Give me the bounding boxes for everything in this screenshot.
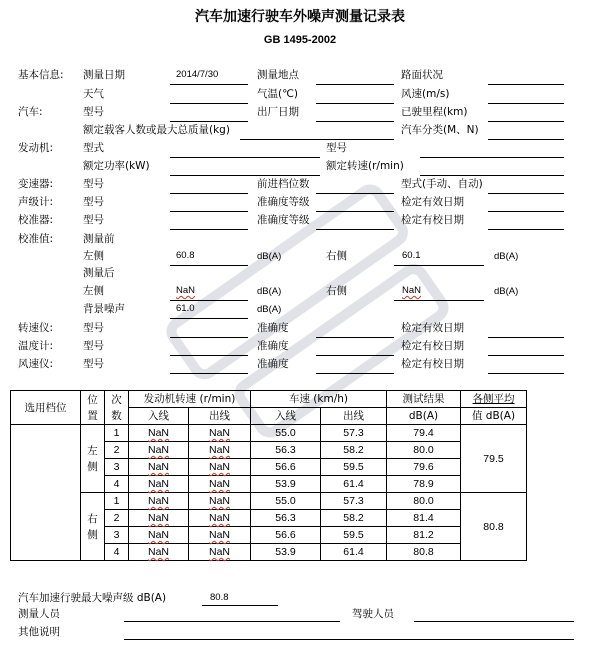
result-value: 79.4: [387, 425, 461, 442]
engine-out-value: NaN: [208, 427, 230, 439]
run-number: 2: [105, 510, 129, 527]
thermometer-accuracy-label: 准确度: [257, 340, 289, 352]
speed-out-value: 57.3: [321, 493, 387, 510]
road-label: 路面状况: [401, 69, 443, 81]
run-number: 3: [105, 527, 129, 544]
engine-in-value: NaN: [147, 444, 169, 456]
max-noise-line: [202, 605, 278, 606]
sound-meter-section-label: 声级计:: [18, 196, 54, 208]
engine-in-value: NaN: [147, 427, 169, 439]
gear-cell: [11, 425, 81, 561]
gear-count-line: [316, 193, 394, 194]
speed-in-value: 56.3: [251, 510, 321, 527]
vehicle-model-line: [170, 121, 248, 122]
date-value: 2014/7/30: [176, 69, 219, 80]
calib-right-before-value: 60.1: [402, 250, 421, 261]
calib-left-before-value: 60.8: [176, 250, 195, 261]
header-speed-in: 入线: [251, 408, 321, 425]
place-label: 测量地点: [257, 69, 299, 81]
position-left: 左 侧: [81, 425, 105, 493]
calib-right-after-value: NaN: [402, 285, 422, 296]
temp-line: [316, 103, 394, 104]
speed-out-value: 59.5: [321, 527, 387, 544]
result-value: 80.0: [387, 493, 461, 510]
mileage-label: 已驶里程(km): [401, 106, 468, 118]
sound-meter-valid-label: 检定有效日期: [401, 196, 464, 208]
header-gear: 选用档位: [11, 391, 81, 425]
thermometer-valid-label: 检定有校日期: [401, 340, 464, 352]
result-value: 80.8: [387, 544, 461, 561]
tachometer-model-line: [170, 337, 248, 338]
engine-model-line: [420, 157, 564, 158]
anemometer-accuracy-line: [316, 373, 394, 374]
factory-date-line: [316, 121, 394, 122]
speed-out-value: 57.3: [321, 425, 387, 442]
weather-line: [170, 103, 248, 104]
header-position: 位 置: [81, 391, 105, 425]
run-number: 4: [105, 544, 129, 561]
driver-label: 驾驶人员: [352, 608, 394, 620]
engine-in-value: NaN: [147, 529, 169, 541]
calib-left-after-line: [170, 300, 248, 301]
background-noise-label: 背景噪声: [83, 303, 125, 315]
run-number: 3: [105, 459, 129, 476]
speed-out-value: 58.2: [321, 510, 387, 527]
result-value: 78.9: [387, 476, 461, 493]
sound-meter-accuracy-label: 准确度等级: [257, 196, 310, 208]
right-average-value: 80.8: [461, 493, 527, 561]
engine-out-value: NaN: [208, 495, 230, 507]
measurer-line: [124, 621, 340, 622]
tachometer-model-label: 型号: [83, 322, 104, 334]
calib-left-after-unit: dB(A): [257, 286, 282, 297]
other-notes-label: 其他说明: [18, 626, 60, 638]
transmission-type-label: 型式(手动、自动): [401, 178, 483, 190]
header-result: 测试结果: [387, 391, 461, 408]
table-row: [11, 425, 527, 442]
calibrator-section-label: 校准器:: [18, 214, 54, 226]
speed-in-value: 56.6: [251, 459, 321, 476]
basic-section-label: 基本信息:: [18, 69, 64, 81]
speed-out-value: 61.4: [321, 544, 387, 561]
gear-count-label: 前进档位数: [257, 178, 310, 190]
result-value: 81.4: [387, 510, 461, 527]
engine-section-label: 发动机:: [18, 142, 54, 154]
calib-left-after-label: 左侧: [83, 285, 104, 297]
engine-out-value: NaN: [208, 529, 230, 541]
engine-out-value: NaN: [208, 512, 230, 524]
page-title: 汽车加速行驶车外噪声测量记录表: [195, 9, 405, 25]
calib-right-after-line: [394, 300, 484, 301]
vehicle-model-label: 型号: [83, 106, 104, 118]
speed-in-value: 53.9: [251, 544, 321, 561]
calibrator-model-line: [170, 229, 248, 230]
background-noise-unit: dB(A): [257, 304, 282, 315]
run-number: 1: [105, 493, 129, 510]
thermometer-accuracy-line: [316, 355, 394, 356]
engine-in-value: NaN: [147, 495, 169, 507]
thermometer-section-label: 温度计:: [18, 340, 54, 352]
calibrator-accuracy-line: [316, 229, 394, 230]
anemometer-valid-label: 检定有校日期: [401, 358, 464, 370]
class-label: 汽车分类(M、N): [401, 124, 479, 136]
speed-out-value: 58.2: [321, 442, 387, 459]
run-number: 4: [105, 476, 129, 493]
engine-power-line: [170, 175, 320, 176]
engine-power-label: 额定功率(kW): [83, 160, 150, 172]
transmission-model-label: 型号: [83, 178, 104, 190]
calib-right-before-unit: dB(A): [494, 251, 519, 262]
background-noise-line: [170, 318, 248, 319]
engine-model-label: 型号: [326, 142, 347, 154]
sound-meter-valid-line: [488, 211, 564, 212]
wind-line: [488, 103, 564, 104]
vehicle-section-label: 汽车:: [18, 106, 43, 118]
transmission-section-label: 变速器:: [18, 178, 54, 190]
header-result-unit: dB(A): [387, 408, 461, 425]
calibration-after-label: 测量后: [83, 267, 115, 279]
anemometer-valid-line: [488, 373, 564, 374]
thermometer-model-line: [170, 355, 248, 356]
transmission-type-line: [488, 193, 564, 194]
transmission-model-line: [170, 193, 248, 194]
anemometer-model-line: [170, 373, 248, 374]
speed-out-value: 59.5: [321, 459, 387, 476]
header-engine-out: 出线: [189, 408, 251, 425]
load-label: 额定载客人数或最大总质量(kg): [83, 124, 230, 136]
speed-in-value: 55.0: [251, 493, 321, 510]
header-engine-speed: 发动机转速 (r/min): [129, 391, 251, 408]
table-row: [11, 493, 527, 510]
anemometer-accuracy-label: 准确度: [257, 358, 289, 370]
calibrator-valid-label: 检定有校日期: [401, 214, 464, 226]
calib-right-before-line: [394, 265, 484, 266]
engine-type-label: 型式: [83, 142, 104, 154]
anemometer-section-label: 风速仪:: [18, 358, 54, 370]
load-line: [240, 139, 394, 140]
max-noise-value: 80.8: [210, 592, 229, 603]
engine-speed-line: [420, 175, 564, 176]
result-value: 79.6: [387, 459, 461, 476]
place-line: [316, 84, 394, 85]
engine-in-value: NaN: [147, 546, 169, 558]
factory-date-label: 出厂日期: [257, 106, 299, 118]
anemometer-model-label: 型号: [83, 358, 104, 370]
calibrator-valid-line: [488, 229, 564, 230]
header-engine-in: 入线: [129, 408, 189, 425]
measurer-label: 测量人员: [18, 608, 60, 620]
date-label: 测量日期: [83, 69, 125, 81]
tachometer-valid-line: [488, 337, 564, 338]
run-number: 1: [105, 425, 129, 442]
weather-label: 天气: [83, 88, 104, 100]
engine-speed-label: 额定转速(r/min): [326, 160, 404, 172]
class-line: [488, 139, 564, 140]
engine-in-value: NaN: [147, 461, 169, 473]
road-line: [488, 84, 564, 85]
tachometer-valid-label: 检定有效日期: [401, 322, 464, 334]
calibrator-accuracy-label: 准确度等级: [257, 214, 310, 226]
speed-in-value: 55.0: [251, 425, 321, 442]
engine-out-value: NaN: [208, 461, 230, 473]
thermometer-valid-line: [488, 355, 564, 356]
engine-type-line: [170, 157, 320, 158]
sound-meter-model-label: 型号: [83, 196, 104, 208]
sound-meter-accuracy-line: [316, 211, 394, 212]
tachometer-accuracy-label: 准确度: [257, 322, 289, 334]
position-right: 右 侧: [81, 493, 105, 561]
engine-in-value: NaN: [147, 512, 169, 524]
engine-in-value: NaN: [147, 478, 169, 490]
engine-out-value: NaN: [208, 546, 230, 558]
calib-right-before-label: 右侧: [326, 250, 347, 262]
thermometer-model-label: 型号: [83, 340, 104, 352]
left-average-value: 79.5: [461, 425, 527, 493]
result-value: 81.2: [387, 527, 461, 544]
header-average: 各侧平均: [461, 391, 527, 408]
speed-in-value: 53.9: [251, 476, 321, 493]
speed-in-value: 56.3: [251, 442, 321, 459]
standard-code: GB 1495-2002: [263, 34, 337, 46]
driver-line: [414, 621, 574, 622]
calib-right-after-unit: dB(A): [494, 286, 519, 297]
date-line: [170, 84, 248, 85]
speed-out-value: 61.4: [321, 476, 387, 493]
engine-out-value: NaN: [208, 444, 230, 456]
header-speed-out: 出线: [321, 408, 387, 425]
calib-left-before-label: 左侧: [83, 250, 104, 262]
calib-left-after-value: NaN: [176, 285, 196, 296]
speed-in-value: 56.6: [251, 527, 321, 544]
tachometer-accuracy-line: [316, 337, 394, 338]
header-times: 次 数: [105, 391, 129, 425]
calibration-section-label: 校准值:: [18, 233, 54, 245]
engine-out-value: NaN: [208, 478, 230, 490]
header-average-unit: 值 dB(A): [461, 408, 527, 425]
temp-label: 气温(℃): [257, 88, 298, 100]
other-notes-line: [124, 639, 574, 640]
calib-right-after-label: 右侧: [326, 285, 347, 297]
measurement-table: [10, 390, 527, 561]
result-value: 80.0: [387, 442, 461, 459]
run-number: 2: [105, 442, 129, 459]
mileage-line: [488, 121, 564, 122]
calibration-before-label: 测量前: [83, 233, 115, 245]
header-vehicle-speed: 车速 (km/h): [251, 391, 387, 408]
tachometer-section-label: 转速仪:: [18, 322, 54, 334]
wind-label: 风速(m/s): [401, 88, 450, 100]
calib-left-before-line: [170, 265, 248, 266]
background-noise-value: 61.0: [176, 303, 195, 314]
calibrator-model-label: 型号: [83, 214, 104, 226]
calib-left-before-unit: dB(A): [257, 251, 282, 262]
max-noise-label: 汽车加速行驶最大噪声级 dB(A): [18, 592, 167, 604]
sound-meter-model-line: [170, 211, 248, 212]
